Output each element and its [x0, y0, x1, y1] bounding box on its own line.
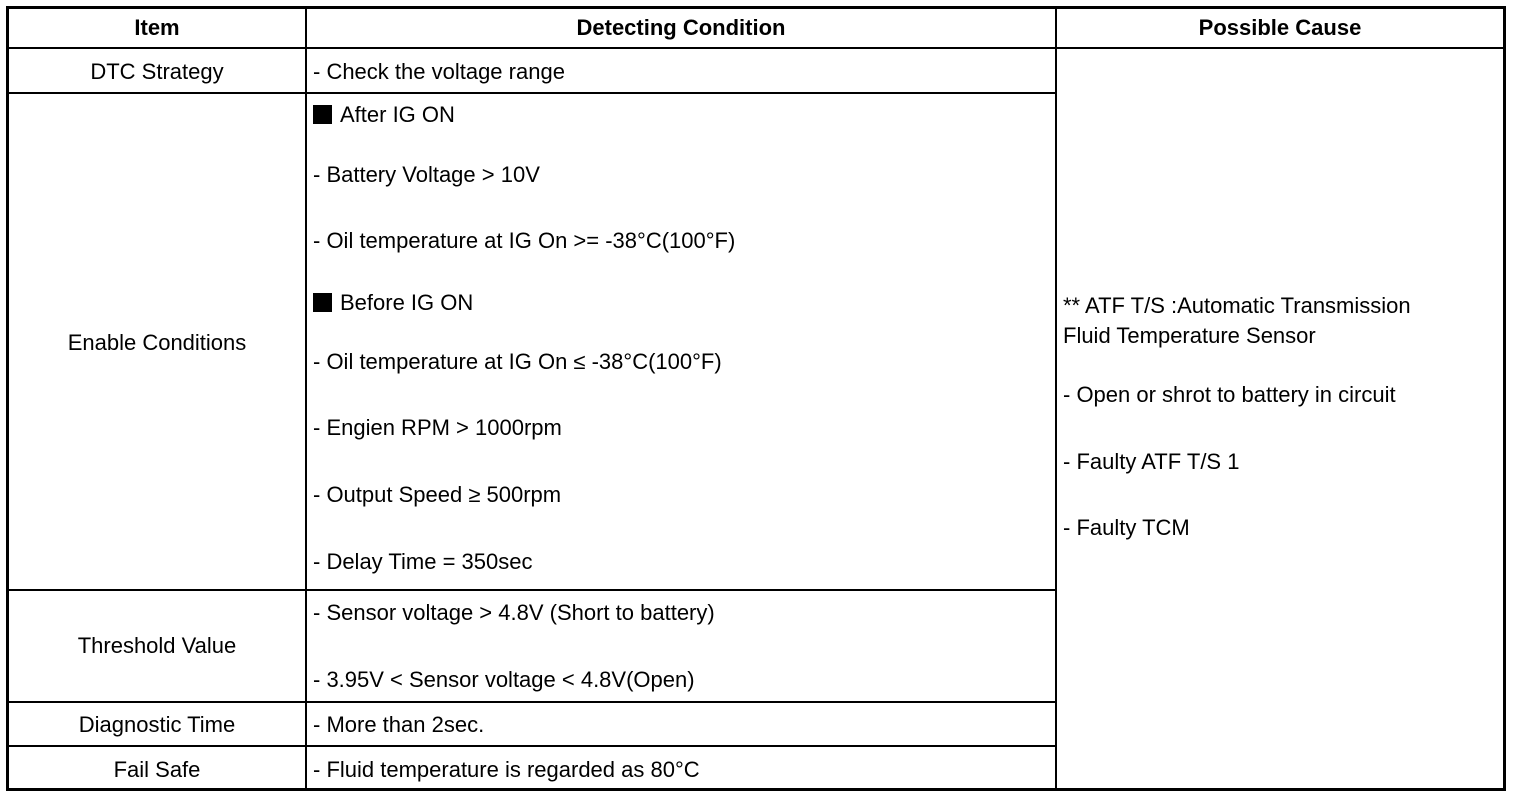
cause-line: - Faulty ATF T/S 1 [1063, 449, 1240, 474]
condition-line: - Engien RPM > 1000rpm [313, 415, 562, 440]
row-divider [6, 701, 1057, 703]
item-label-dtc-strategy: DTC Strategy [90, 59, 224, 84]
condition-line: - Check the voltage range [313, 59, 565, 84]
header-detecting-condition: Detecting Condition [576, 15, 786, 40]
column-divider-1 [305, 6, 307, 791]
section-heading [313, 102, 455, 128]
item-label-fail-safe: Fail Safe [113, 757, 201, 782]
section-heading-text: After IG ON [340, 102, 455, 127]
row-divider [6, 589, 1057, 591]
item-label-threshold-value: Threshold Value [77, 633, 237, 658]
cause-note: Fluid Temperature Sensor [1063, 323, 1316, 348]
condition-line: - Sensor voltage > 4.8V (Short to battery) [313, 600, 715, 625]
condition-line: - Fluid temperature is regarded as 80°C [313, 757, 700, 782]
cause-line: - Faulty TCM [1063, 515, 1190, 540]
header-divider [6, 47, 1506, 49]
header-item: Item [134, 15, 180, 40]
cause-line: - Open or shrot to battery in circuit [1063, 382, 1396, 407]
condition-line: - More than 2sec. [313, 712, 485, 737]
header-possible-cause: Possible Cause [1198, 15, 1362, 40]
black-square-icon [313, 105, 332, 124]
condition-line: - Delay Time = 350sec [313, 549, 533, 574]
cause-note: ** ATF T/S :Automatic Transmission [1063, 293, 1411, 318]
row-divider [6, 92, 1057, 94]
condition-line: - Output Speed ≥ 500rpm [313, 482, 562, 507]
column-divider-2 [1055, 6, 1057, 791]
condition-line: - Battery Voltage > 10V [313, 162, 540, 187]
item-label-diagnostic-time: Diagnostic Time [78, 712, 236, 737]
section-heading-text: Before IG ON [340, 290, 474, 315]
condition-line: - 3.95V < Sensor voltage < 4.8V(Open) [313, 667, 695, 692]
row-divider [6, 745, 1057, 747]
black-square-icon [313, 293, 332, 312]
item-label-enable-conditions: Enable Conditions [67, 330, 247, 355]
condition-line: - Oil temperature at IG On >= -38°C(100°F) [313, 228, 736, 253]
condition-line: - Oil temperature at IG On ≤ -38°C(100°F) [313, 349, 722, 374]
section-heading [313, 290, 473, 316]
